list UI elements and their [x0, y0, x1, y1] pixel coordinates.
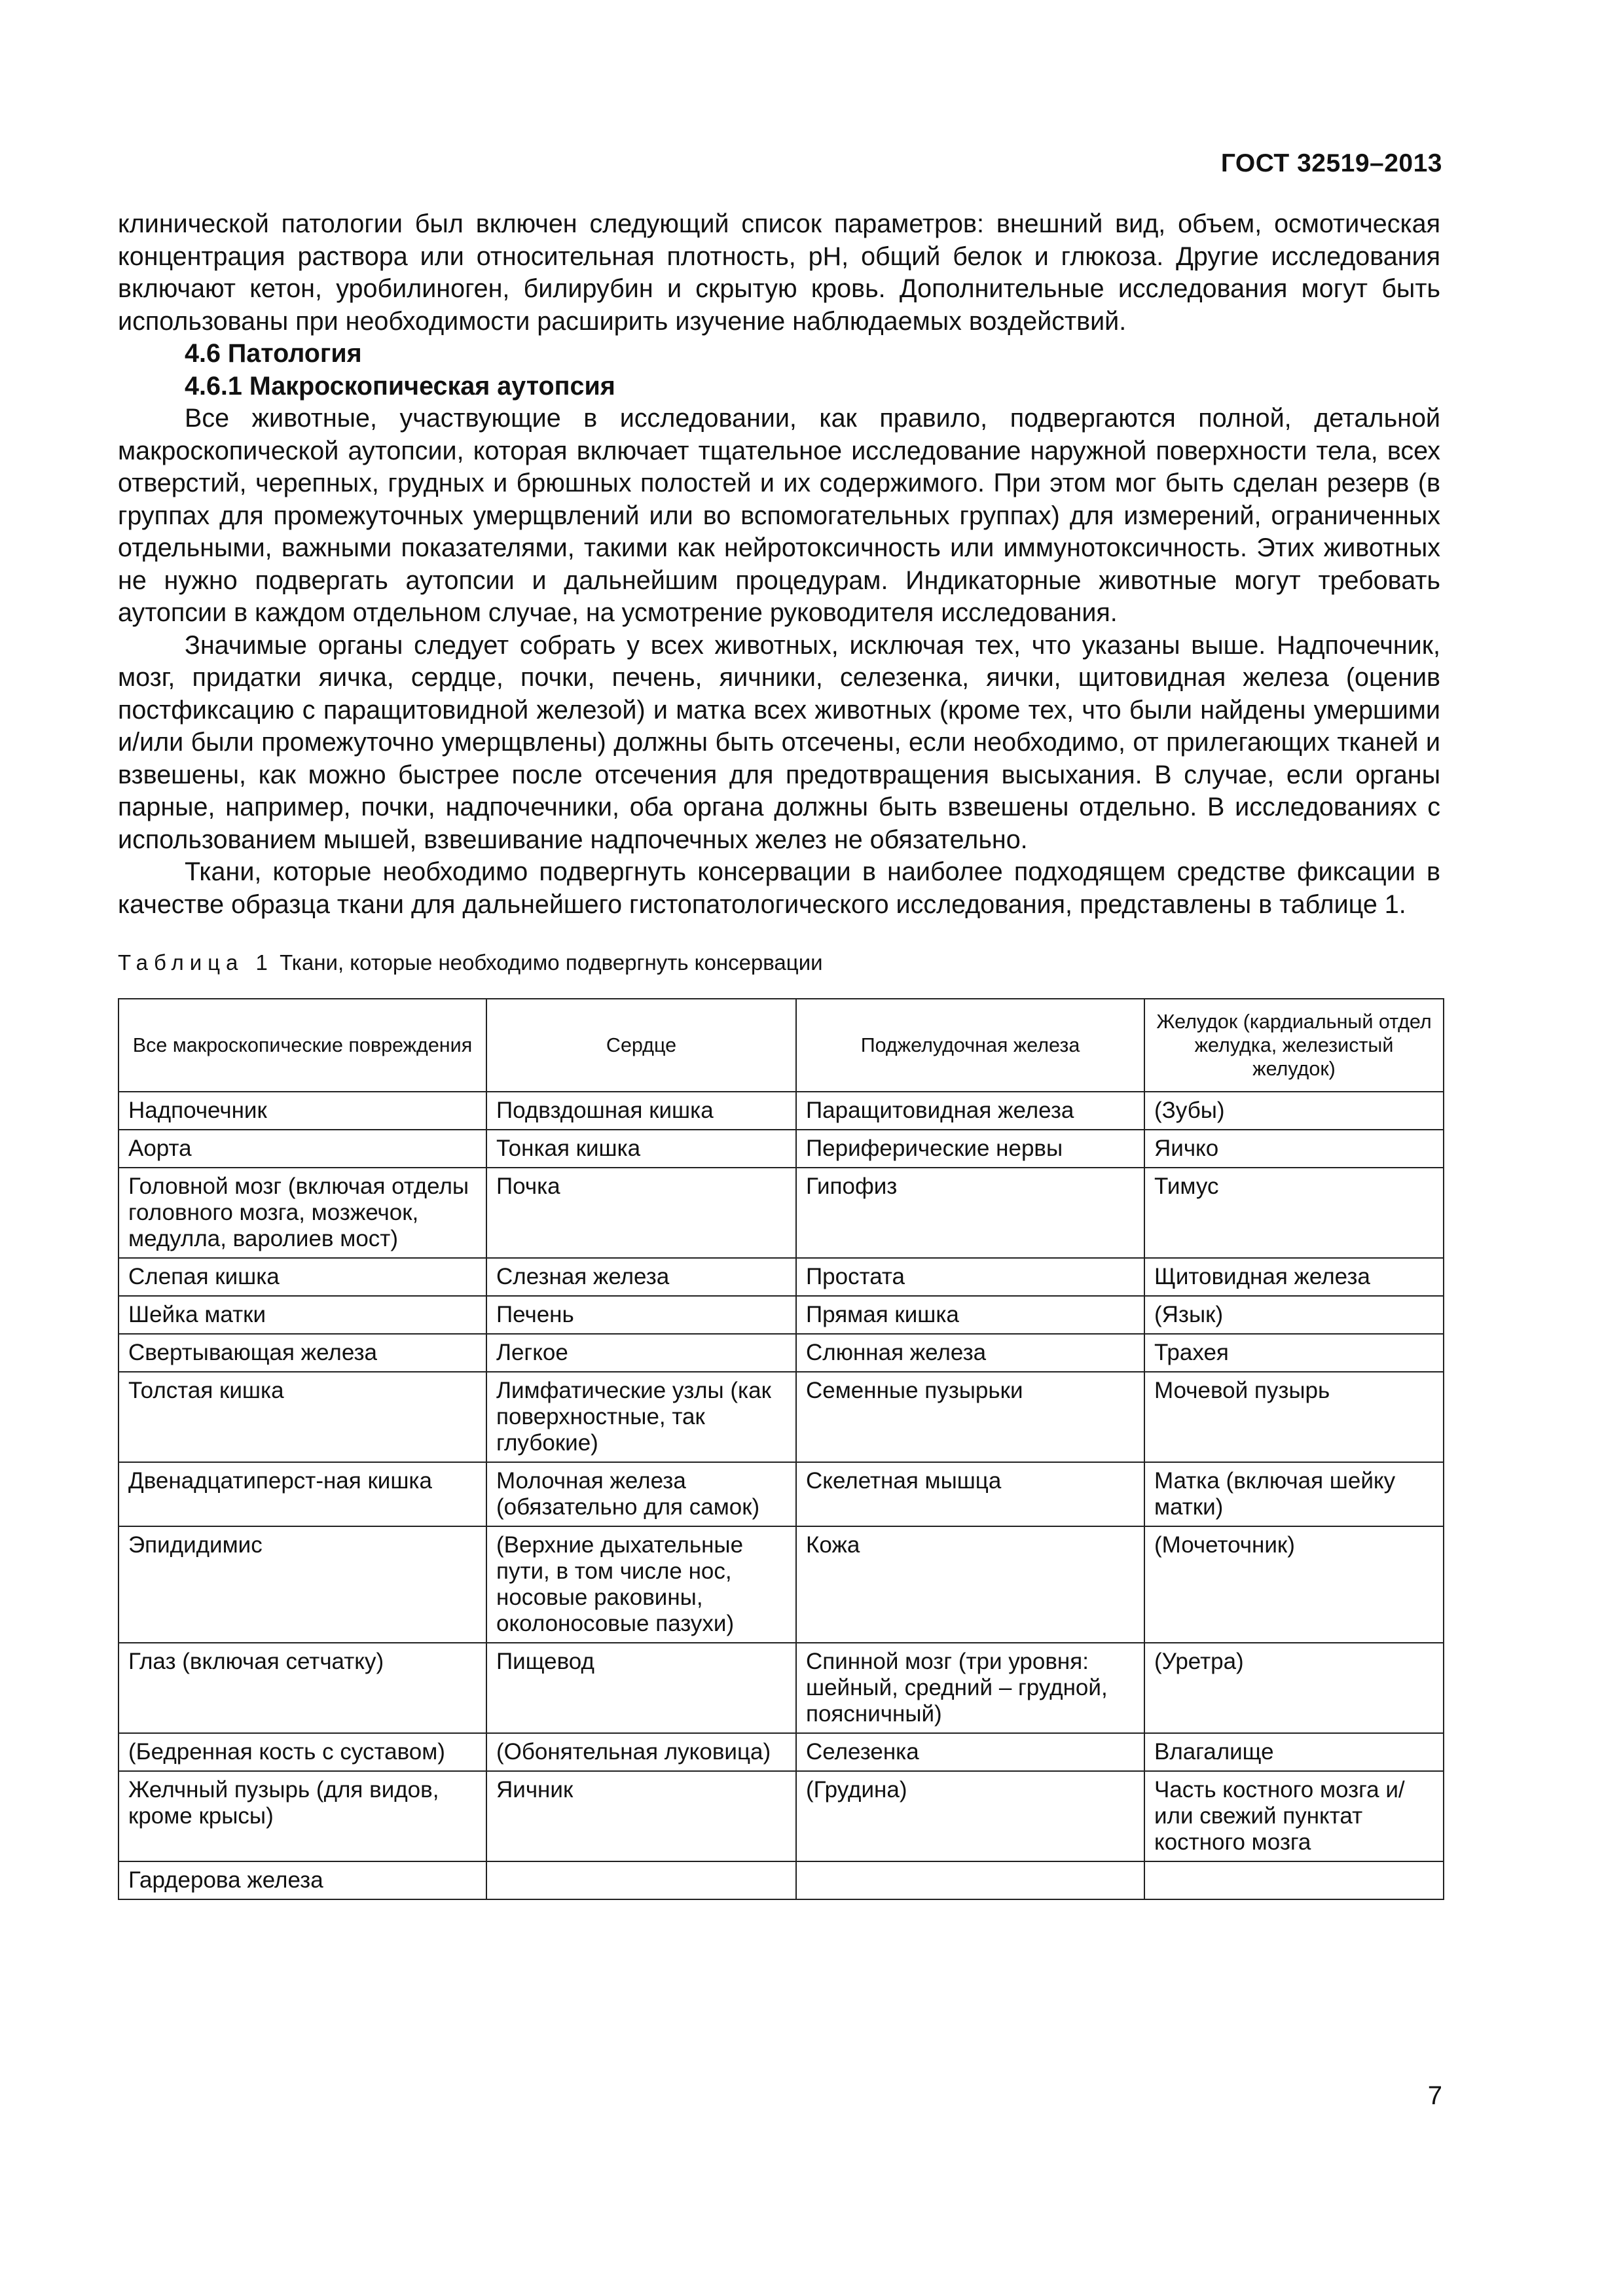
table-cell: Мочевой пузырь [1144, 1372, 1444, 1462]
table-cell: (Обонятельная луковица) [486, 1733, 796, 1771]
table-row [119, 1296, 1444, 1334]
table-cell: Яичко [1144, 1130, 1444, 1168]
table-cell: Глаз (включая сетчатку) [119, 1643, 486, 1733]
table-cell: Подвздошная кишка [486, 1092, 796, 1130]
section-title: 4.6 Патология [185, 339, 362, 368]
table-header-row [119, 999, 1444, 1092]
table-cell: Надпочечник [119, 1092, 486, 1130]
table-cell [486, 1861, 796, 1899]
table-caption-label: Таблица 1 [118, 950, 274, 975]
table-cell: Влагалище [1144, 1733, 1444, 1771]
table-row [119, 1462, 1444, 1526]
table-row [119, 1372, 1444, 1462]
table-cell: Щитовидная железа [1144, 1258, 1444, 1296]
table-cell: Слюнная железа [796, 1334, 1144, 1372]
table-cell: Головной мозг (включая отделы головного мозга, мозжечок, медулла, варолиев мост) [119, 1168, 486, 1258]
table-row [119, 1168, 1444, 1258]
table-header-cell: Все макроскопические повреждения [119, 999, 486, 1092]
table-cell: Трахея [1144, 1334, 1444, 1372]
table-caption-text: Ткани, которые необходимо подвергнуть консервации [280, 950, 823, 975]
table-row [119, 1526, 1444, 1643]
table-cell: Селезенка [796, 1733, 1144, 1771]
table-cell: Слепая кишка [119, 1258, 486, 1296]
table-row [119, 1771, 1444, 1861]
table-cell: Свертывающая железа [119, 1334, 486, 1372]
document-body [118, 208, 1440, 1900]
table-cell: Спинной мозг (три уровня: шейный, средний – грудной, поясничный) [796, 1643, 1144, 1733]
body-paragraph: Значимые органы следует собрать у всех животных, исключая тех, что указаны выше. Надпочечник, мозг, придатки яичка, сердце, почки, печень, яичники, селезенка, яички, щитовидная железа (оценив постфиксацию с паращитовидной железой) и матка всех животных (кроме тех, что были найдены умершими и/или были промежуточно умерщвлены) должны быть отсечены, если необходимо, от прилегающих тканей и взвешены, как можно быстрее после отсечения для предотвращения высыхания. В случае, если органы парные, например, почки, надпочечники, оба органа должны быть взвешены отдельно. В исследованиях с использованием мышей, взвешивание надпочечных желез не обязательно. [118, 630, 1440, 854]
table-row [119, 1092, 1444, 1130]
body-paragraph: Все животные, участвующие в исследовании, как правило, подвергаются полной, детальной макроскопической аутопсии, которая включает тщательное исследование наружной поверхности тела, всех отверстий, черепных, грудных и брюшных полостей и их содержимого. При этом мог быть сделан резерв (в группах для промежуточных умерщвлений или во вспомогательных группах) для измерений, ограниченных отдельными, важными показателями, такими как нейротоксичность или иммунотоксичность. Этих животных не нужно подвергать аутопсии и дальнейшим процедурам. Индикаторные животные могут требовать аутопсии в каждом отдельном случае, на усмотрение руководителя исследования. [118, 404, 1440, 627]
table-cell: Гипофиз [796, 1168, 1144, 1258]
table-cell: (Язык) [1144, 1296, 1444, 1334]
table-cell: Желчный пузырь (для видов, кроме крысы) [119, 1771, 486, 1861]
table-cell [796, 1861, 1144, 1899]
table-cell: (Грудина) [796, 1771, 1144, 1861]
tissues-table [118, 998, 1444, 1900]
table-cell: Гардерова железа [119, 1861, 486, 1899]
table-cell: Пищевод [486, 1643, 796, 1733]
table-cell: Двенадцатиперст-ная кишка [119, 1462, 486, 1526]
table-cell: Семенные пузырьки [796, 1372, 1144, 1462]
table-cell: Молочная железа (обязательно для самок) [486, 1462, 796, 1526]
body-paragraph: Ткани, которые необходимо подвергнуть консервации в наиболее подходящем средстве фиксации в качестве образца ткани для дальнейшего гистопатологического исследования, представлены в таблице 1. [118, 857, 1440, 919]
table-cell: Эпидидимис [119, 1526, 486, 1643]
table-caption [118, 950, 1440, 976]
table-cell: Паращитовидная железа [796, 1092, 1144, 1130]
table-body [119, 1092, 1444, 1899]
page-number: 7 [1427, 2081, 1442, 2110]
table-cell: (Верхние дыхательные пути, в том числе нос, носовые раковины, околоносовые пазухи) [486, 1526, 796, 1643]
table-row [119, 1258, 1444, 1296]
table-cell: Простата [796, 1258, 1144, 1296]
table-cell: Лимфатические узлы (как поверхностные, так глубокие) [486, 1372, 796, 1462]
table-cell: Толстая кишка [119, 1372, 486, 1462]
table-cell: Прямая кишка [796, 1296, 1144, 1334]
table-row [119, 1861, 1444, 1899]
table-header-cell: Сердце [486, 999, 796, 1092]
table-cell: Яичник [486, 1771, 796, 1861]
table-cell: Слезная железа [486, 1258, 796, 1296]
table-cell: Периферические нервы [796, 1130, 1144, 1168]
table-cell: (Уретра) [1144, 1643, 1444, 1733]
table-header-cell: Поджелудочная железа [796, 999, 1144, 1092]
table-cell: Часть костного мозга и/или свежий пунктат костного мозга [1144, 1771, 1444, 1861]
table-cell: Печень [486, 1296, 796, 1334]
intro-paragraph: клинической патологии был включен следующий список параметров: внешний вид, объем, осмотическая концентрация раствора или относительная плотность, pH, общий белок и глюкоза. Другие исследования включают кетон, уробилиноген, билирубин и скрытую кровь. Дополнительные исследования могут быть использованы при необходимости расширить изучение наблюдаемых воздействий. [118, 209, 1440, 336]
table-row [119, 1130, 1444, 1168]
table-row [119, 1733, 1444, 1771]
table-cell: Тонкая кишка [486, 1130, 796, 1168]
table-cell: (Мочеточник) [1144, 1526, 1444, 1643]
table-header-cell: Желудок (кардиальный отдел желудка, железистый желудок) [1144, 999, 1444, 1092]
table-cell: Легкое [486, 1334, 796, 1372]
table-cell: Почка [486, 1168, 796, 1258]
table-cell: Кожа [796, 1526, 1144, 1643]
table-cell: Шейка матки [119, 1296, 486, 1334]
table-cell: (Бедренная кость с суставом) [119, 1733, 486, 1771]
table-row [119, 1334, 1444, 1372]
subsection-title: 4.6.1 Макроскопическая аутопсия [185, 371, 615, 401]
table-cell [1144, 1861, 1444, 1899]
table-cell: Скелетная мышца [796, 1462, 1144, 1526]
table-cell: Тимус [1144, 1168, 1444, 1258]
table-cell: Аорта [119, 1130, 486, 1168]
document-header-code: ГОСТ 32519–2013 [1220, 149, 1442, 177]
table-cell: (Зубы) [1144, 1092, 1444, 1130]
table-cell: Матка (включая шейку матки) [1144, 1462, 1444, 1526]
table-row [119, 1643, 1444, 1733]
